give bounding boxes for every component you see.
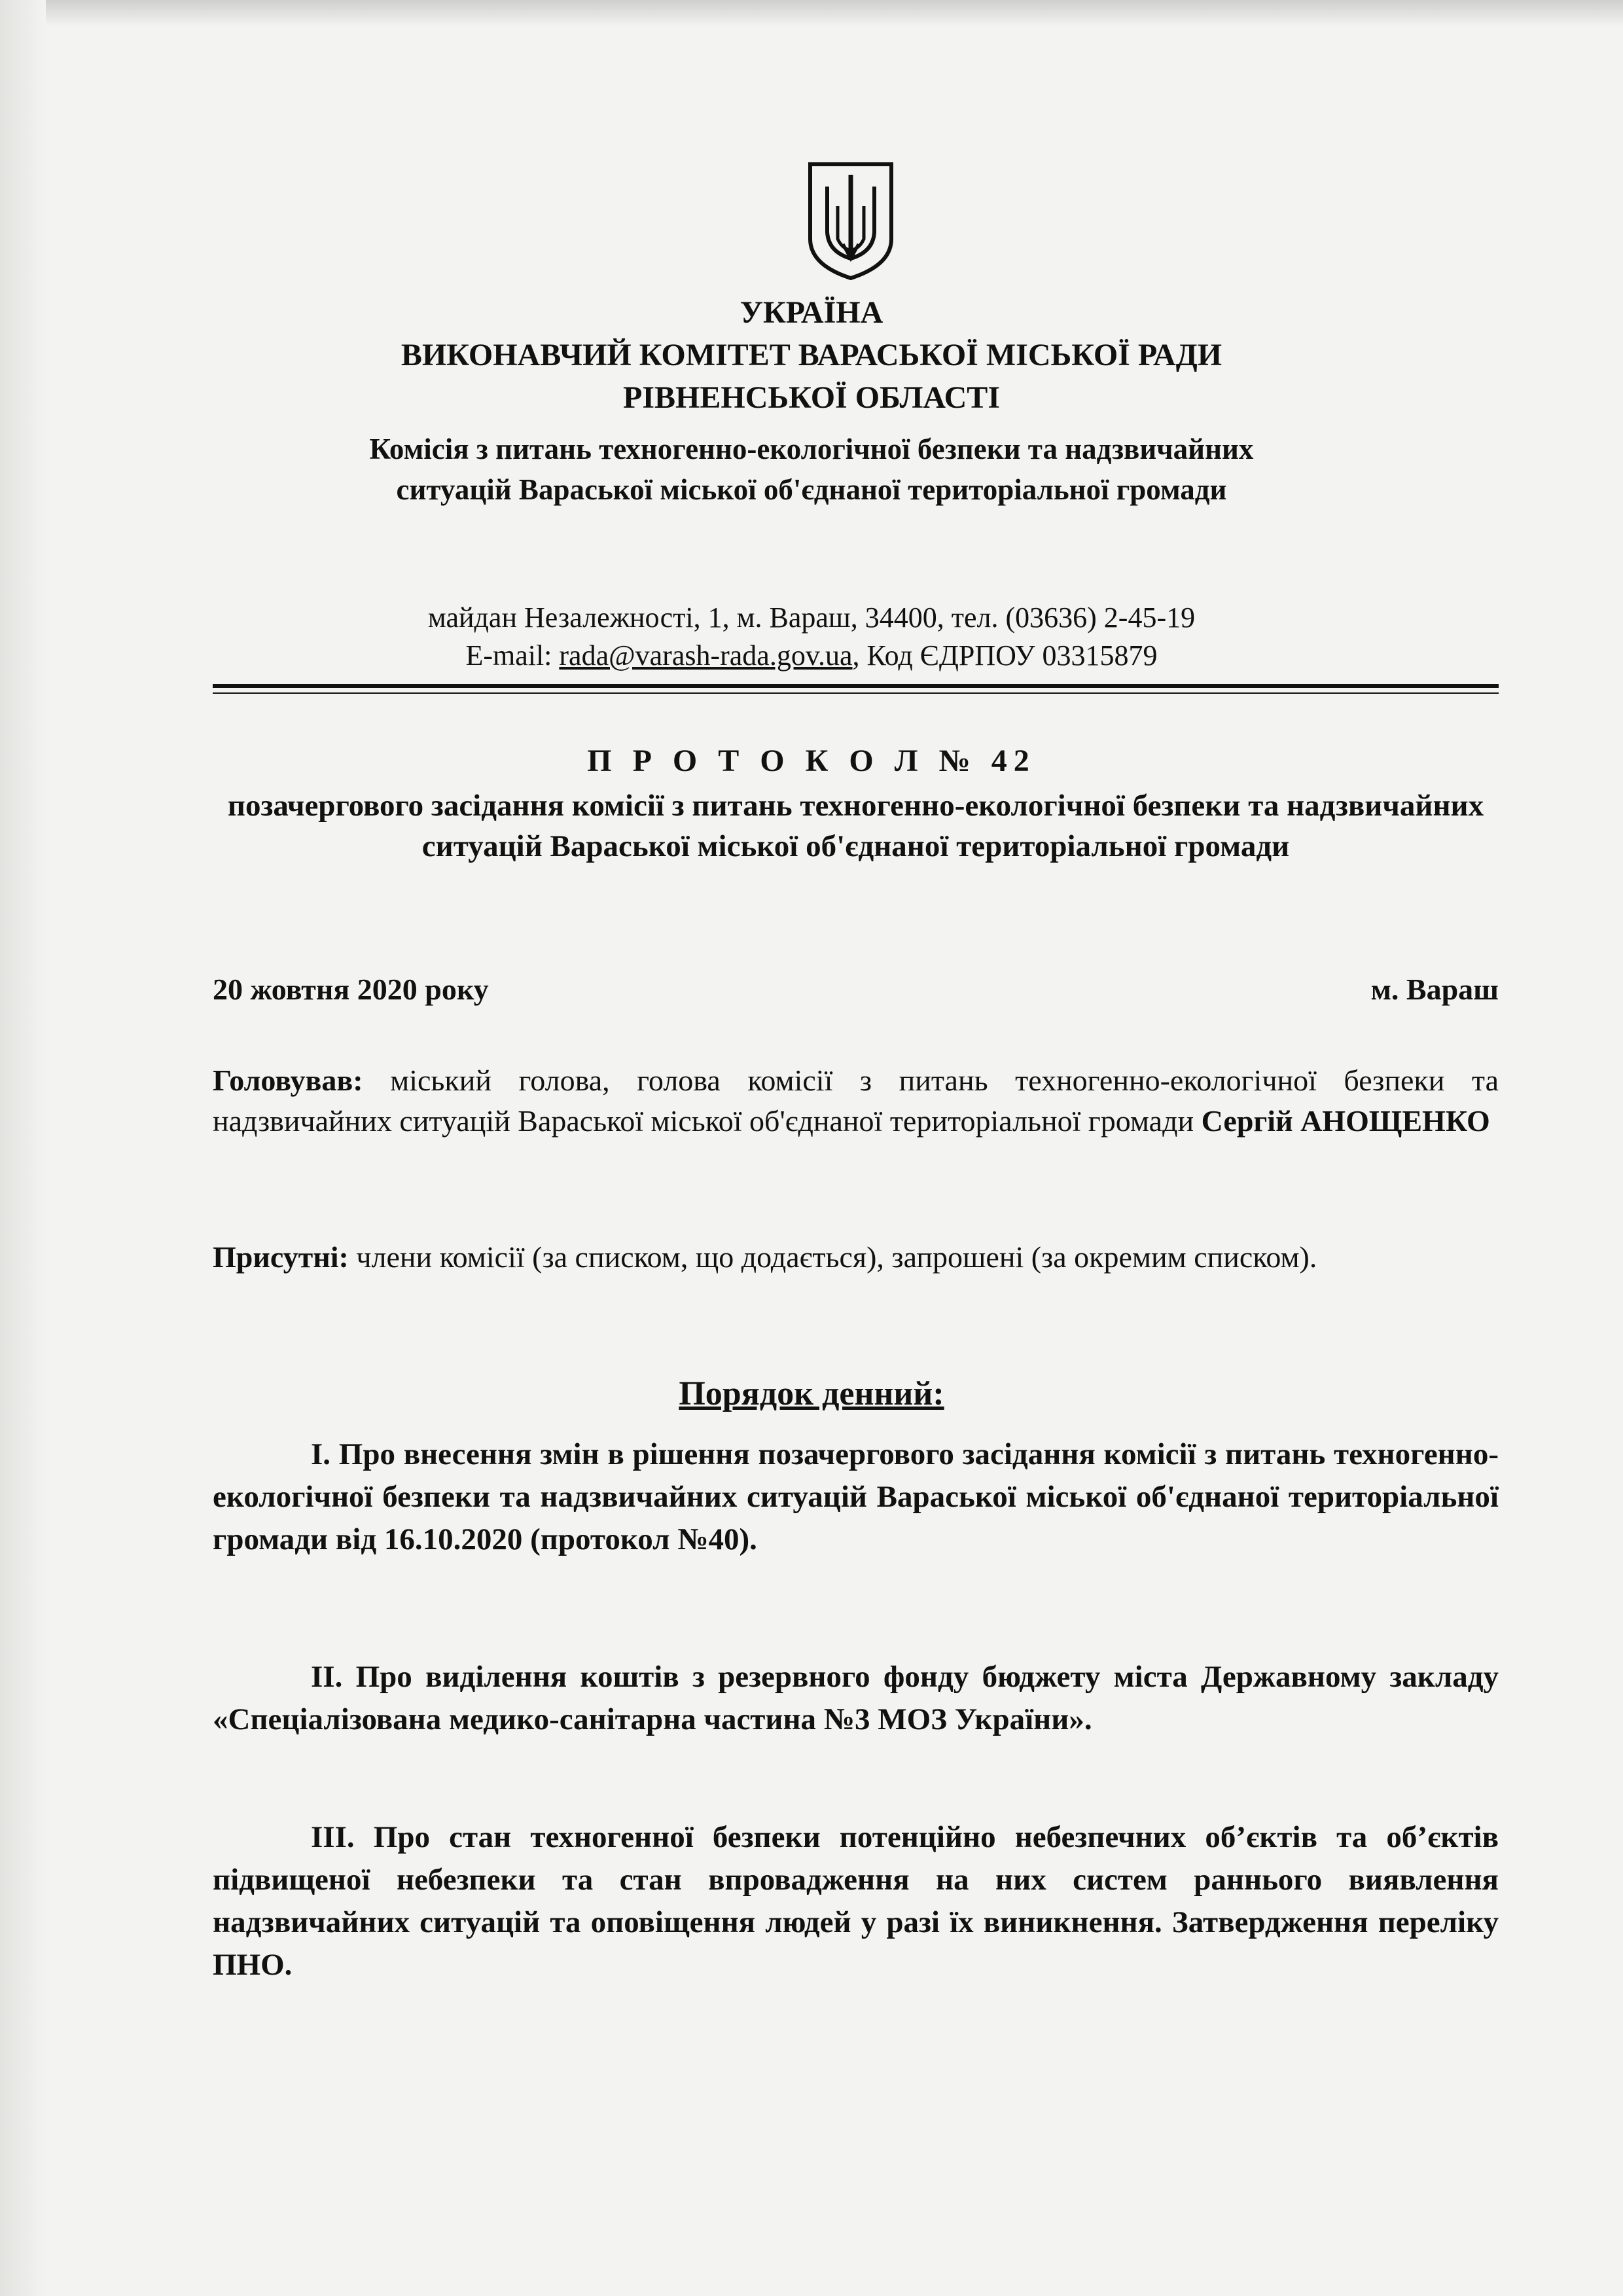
commission-line: Комісія з питань техногенно-екологічної безпеки та надзвичайних — [369, 433, 1254, 465]
agenda-item: ІІ. Про виділення коштів з резервного фонду бюджету міста Державному закладу «Спеціалізована медико-санітарна частина №3 МОЗ України». — [213, 1660, 1499, 1736]
email-link[interactable]: rada@varash-rada.gov.ua — [559, 639, 853, 672]
chair-paragraph — [213, 1060, 1499, 1141]
header-divider-thin — [213, 692, 1499, 694]
committee-heading: ВИКОНАВЧИЙ КОМІТЕТ ВАРАСЬКОЇ МІСЬКОЇ РАДИ — [401, 338, 1222, 372]
agenda-title: Порядок денний: — [679, 1375, 944, 1412]
present-text: члени комісії (за списком, що додається), запрошені (за окремим списком). — [348, 1240, 1317, 1274]
region-heading: РІВНЕНСЬКОЇ ОБЛАСТІ — [623, 380, 1000, 415]
commission-line: ситуацій Вараської міської об'єднаної територіальної громади — [396, 473, 1227, 506]
postal-address: майдан Незалежності, 1, м. Вараш, 34400, тел. (03636) 2-45-19 — [427, 601, 1196, 634]
commission-heading — [0, 429, 1623, 510]
coat-of-arms-icon — [805, 160, 897, 281]
chair-text: міський голова, голова комісії з питань техногенно-екологічної безпеки та надзвичайних ситуацій Вараської міської об'єднаної територіальної громади — [213, 1064, 1499, 1138]
protocol-subtitle: позачергового засідання комісії з питань техногенно-екологічної безпеки та надзвичайних ситуацій Вараської міської об'єднаної територіальної громади — [227, 789, 1484, 863]
meeting-city: м. Вараш — [1370, 973, 1499, 1006]
email-line — [0, 637, 1623, 675]
contact-block — [0, 599, 1623, 675]
meeting-date: 20 жовтня 2020 року — [213, 973, 489, 1006]
present-paragraph — [213, 1237, 1499, 1278]
present-label: Присутні: — [213, 1240, 349, 1274]
chair-name: Сергій АНОЩЕНКО — [1201, 1104, 1490, 1138]
agenda-item: ІІІ. Про стан техногенної безпеки потенційно небезпечних об’єктів та об’єктів підвищеної небезпеки та стан впровадження на них систем раннього виявлення надзвичайних ситуацій та оповіщення людей у разі їх виникнення. Затвердження переліку ПНО. — [213, 1820, 1499, 1982]
email-label: E-mail: — [465, 639, 560, 672]
header-divider — [213, 684, 1499, 688]
country-heading: УКРАЇНА — [740, 295, 883, 330]
agenda-item: І. Про внесення змін в рішення позачергового засідання комісії з питань техногенно-екологічної безпеки та надзвичайних ситуацій Вараської міської об'єднаної територіальної громади від 16.10.2020 (протокол №40). — [213, 1437, 1499, 1556]
protocol-title: П Р О Т О К О Л № 42 — [587, 744, 1036, 778]
edrpou-code: , Код ЄДРПОУ 03315879 — [852, 639, 1158, 672]
chair-label: Головував: — [213, 1064, 363, 1097]
